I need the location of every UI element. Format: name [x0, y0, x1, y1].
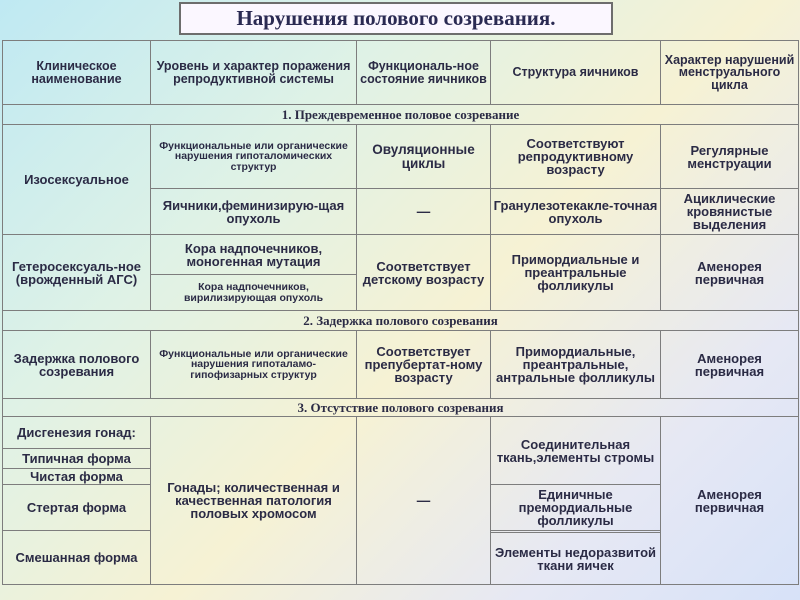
header-level: Уровень и характер поражения репродуктивной системы: [151, 41, 357, 105]
iso-level-1: Функциональные или органические нарушения гипоталомических структур: [151, 125, 357, 189]
iso-struct-1: Соответствуют репродуктивному возрасту: [491, 125, 661, 189]
section-delayed: 2. Задержка полового созревания: [3, 311, 799, 331]
section-precocious: 1. Преждевременное половое созревание: [3, 105, 799, 125]
hetero-level-2: Кора надпочечников, вирилизирующая опухоль: [151, 275, 357, 311]
absence-func: —: [357, 417, 491, 585]
delayed-func: Соответствует препубертат-ному возрасту: [357, 331, 491, 399]
absence-level: Гонады; количественная и качественная патология половых хромосом: [151, 417, 357, 585]
absence-name-3: Чистая форма: [3, 469, 151, 485]
absence-name-2: Типичная форма: [3, 449, 151, 469]
delayed-level: Функциональные или органические нарушения гипоталамо-гипофизарных структур: [151, 331, 357, 399]
iso-func-1: Овуляционные циклы: [357, 125, 491, 189]
hetero-struct: Примордиальные и преантральные фолликулы: [491, 235, 661, 311]
delayed-menst: Аменорея первичная: [661, 331, 799, 399]
section-row: [3, 311, 799, 331]
table-row: [3, 417, 799, 449]
section-absence: 3. Отсутствие полового созревания: [3, 399, 799, 417]
table-row: [3, 331, 799, 399]
header-row: [3, 41, 799, 105]
iso-menst-2: Ациклические кровянистые выделения: [661, 189, 799, 235]
delayed-struct: Примордиальные, преантральные, антральные фолликулы: [491, 331, 661, 399]
iso-func-2: —: [357, 189, 491, 235]
header-name: Клиническое наименование: [3, 41, 151, 105]
header-menstrual: Характер нарушений менструального цикла: [661, 41, 799, 105]
iso-struct-2: Гранулезотекакле-точная опухоль: [491, 189, 661, 235]
disorders-table: [2, 40, 799, 585]
absence-menst: Аменорея первичная: [661, 417, 799, 585]
table-row: [3, 125, 799, 189]
iso-menst-1: Регулярные менструации: [661, 125, 799, 189]
delayed-name: Задержка полового созревания: [3, 331, 151, 399]
absence-name-4: Стертая форма: [3, 485, 151, 531]
hetero-func: Соответствует детскому возрасту: [357, 235, 491, 311]
header-structure: Структура яичников: [491, 41, 661, 105]
section-row: [3, 105, 799, 125]
header-function: Функциональ-ное состояние яичников: [357, 41, 491, 105]
absence-struct-2: Единичные премордиальные фолликулы: [491, 485, 661, 531]
absence-name-1: Дисгенезия гонад:: [3, 417, 151, 449]
table-row: [3, 235, 799, 275]
iso-level-2: Яичники,феминизирую-щая опухоль: [151, 189, 357, 235]
hetero-menst: Аменорея первичная: [661, 235, 799, 311]
absence-name-5: Смешанная форма: [3, 531, 151, 585]
absence-struct-3: Элементы недоразвитой ткани яичек: [491, 533, 661, 585]
iso-name: Изосексуальное: [3, 125, 151, 235]
absence-struct-1: Соединительная ткань,элементы стромы: [491, 417, 661, 485]
section-row: [3, 399, 799, 417]
hetero-level-1: Кора надпочечников, моногенная мутация: [151, 235, 357, 275]
hetero-name: Гетеросексуаль-ное (врожденный АГС): [3, 235, 151, 311]
page-title: Нарушения полового созревания.: [179, 2, 613, 35]
